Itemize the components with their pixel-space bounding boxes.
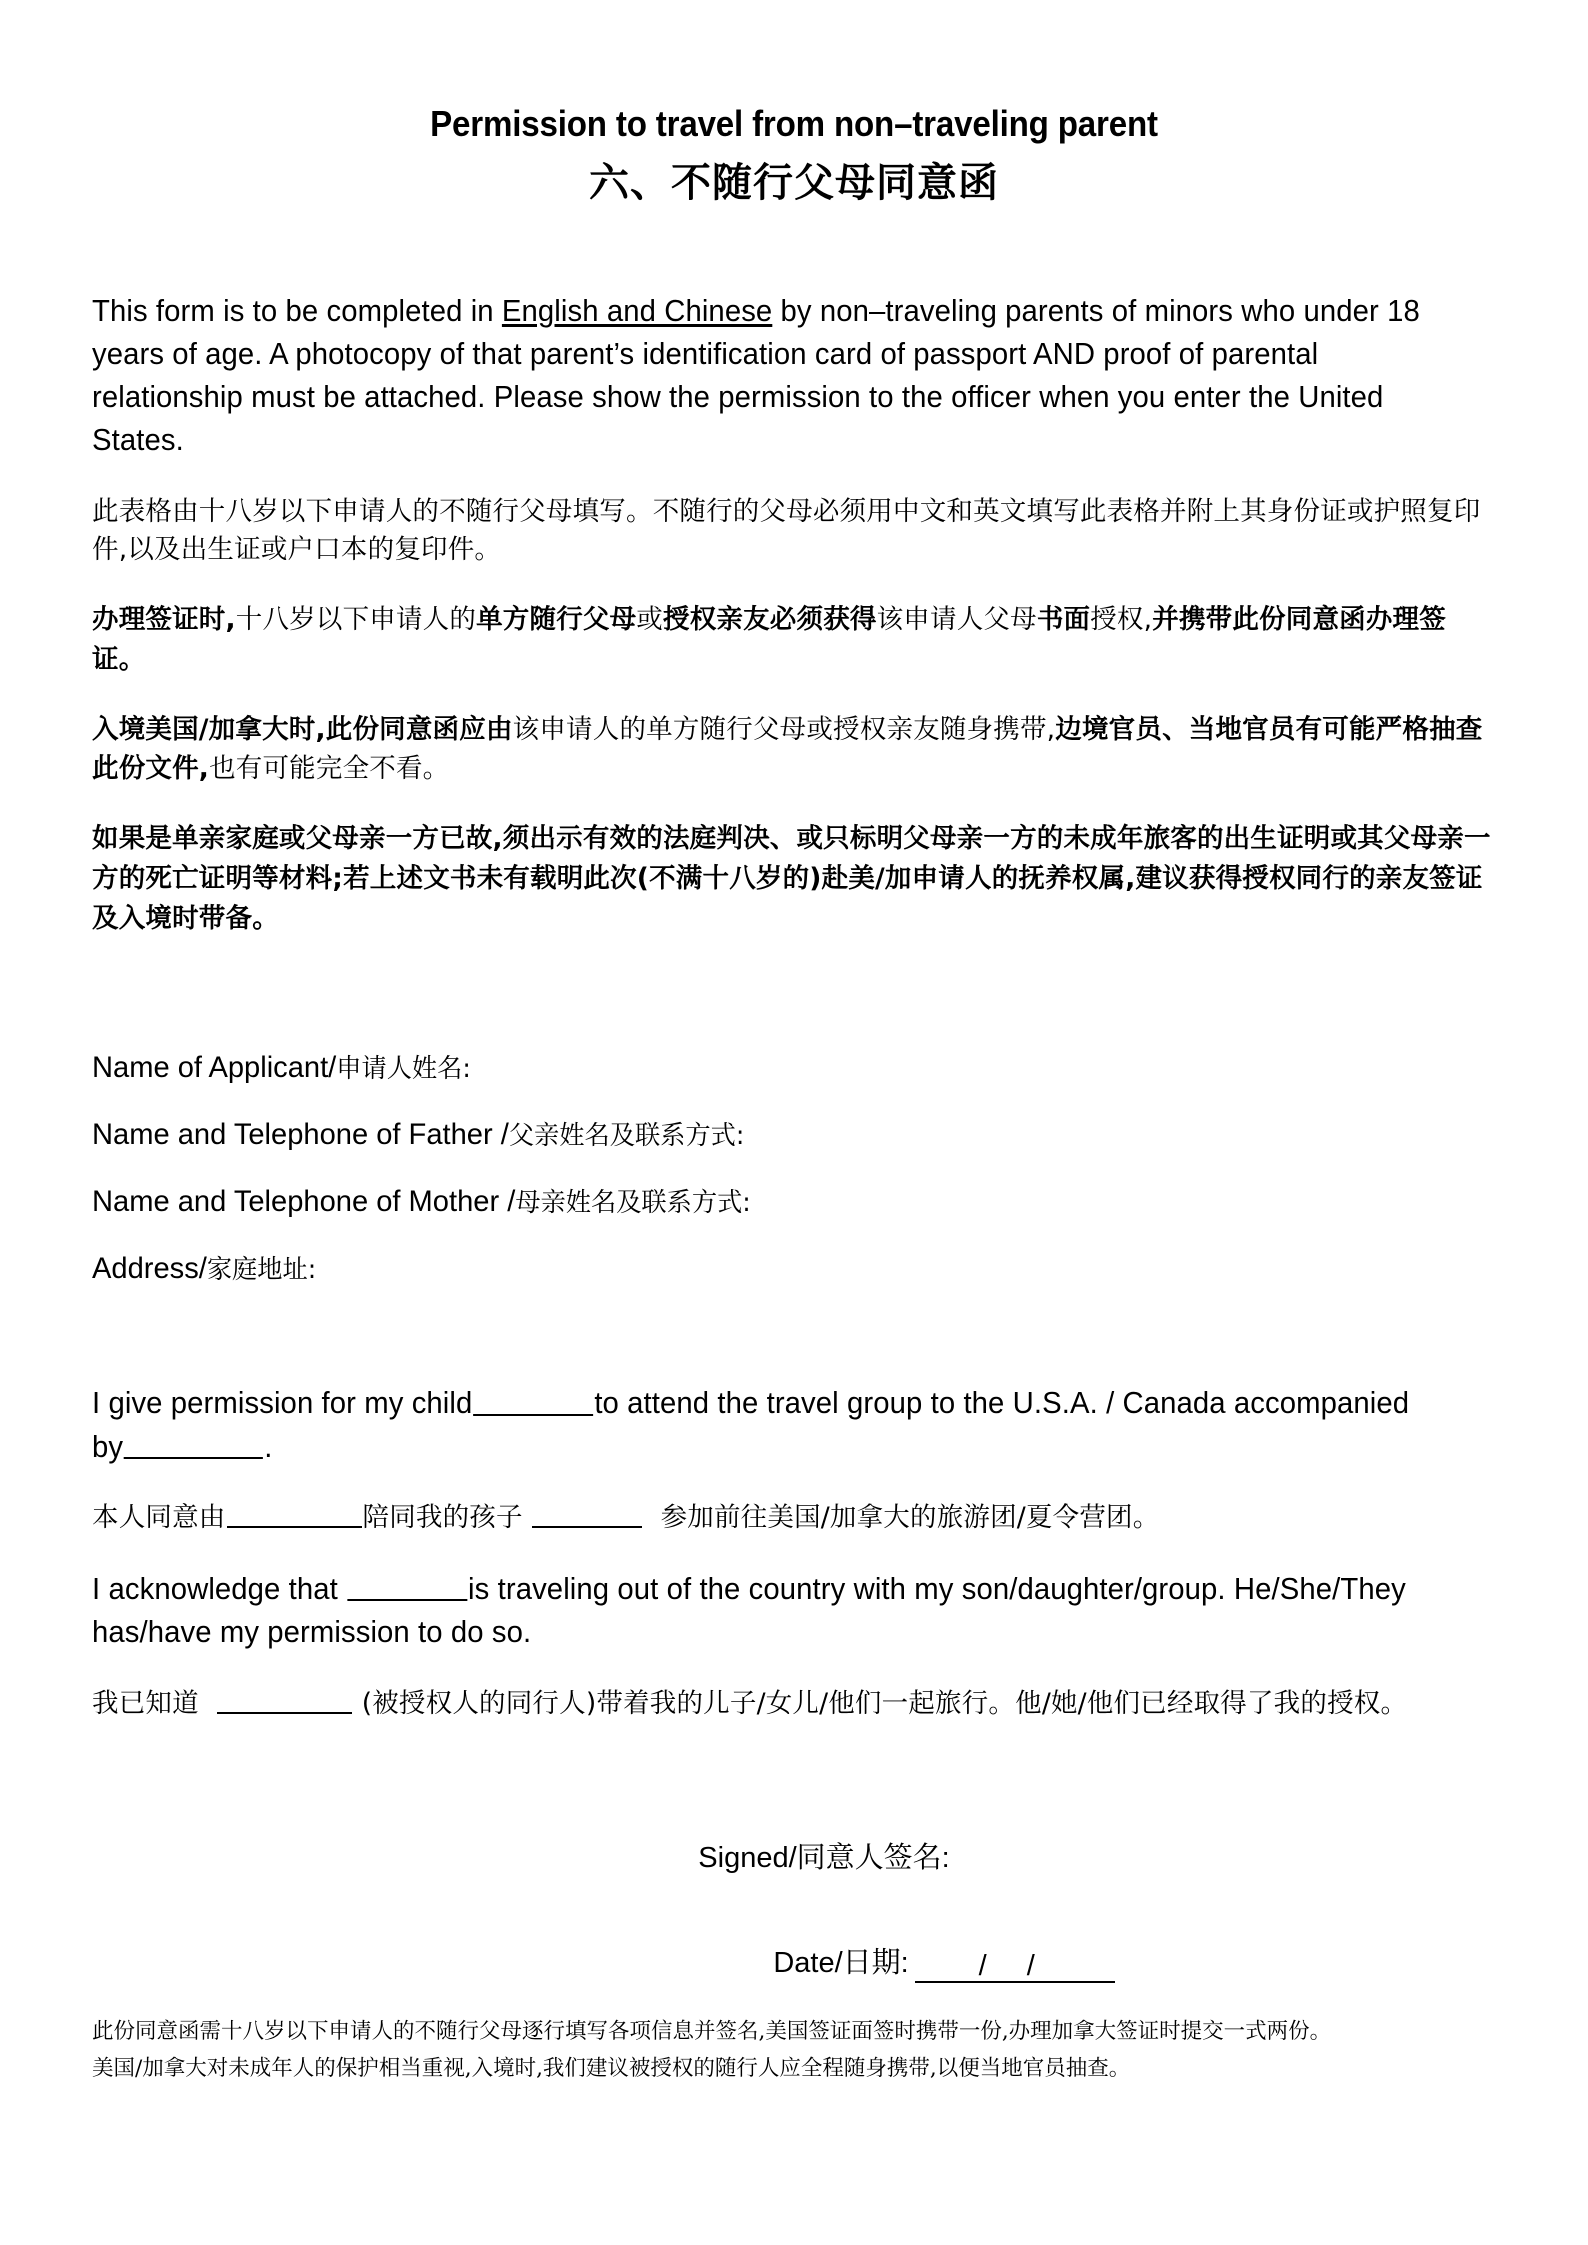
footer-note-line-1: 此份同意函需十八岁以下申请人的不随行父母逐行填写各项信息并签名,美国签证面签时携带一份,办理加拿大签证时提交一式两份。 [92,2018,1332,2044]
date-input-blank[interactable]: / / [915,1950,1115,1982]
field-mother-en: Name and Telephone of Mother / [92,1185,516,1219]
permission-blank-child-cn[interactable] [532,1499,642,1528]
permission-statement-chinese [92,1499,1496,1538]
field-applicant-name [92,1050,1454,1086]
page-title-chinese: 六、不随行父母同意函 [589,159,999,206]
acknowledge-cn-part1: 我已知道 [92,1687,199,1719]
notice-paragraph-3: 如果是单亲家庭或父母亲一方已故,须出示有效的法庭判决、或只标明父母亲一方的未成年旅客的出生证明或其父母亲一方的死亡证明等材料;若上述文书未有载明此次(不满十八岁的)赴美/加申请人的抚养权属,建议获得授权同行的亲友签证及入境时带备。 [92,823,1491,934]
date-label: Date/日期: [773,1947,909,1980]
field-father-cn: 父亲姓名及联系方式: [508,1121,745,1152]
acknowledge-cn-part2: (被授权人的同行人)带着我的儿子/女儿/他们一起旅行。他/她/他们已经取得了我的授权。 [361,1687,1408,1719]
permission-blank-escort-cn[interactable] [227,1499,362,1528]
acknowledge-blank-traveler[interactable] [347,1568,467,1601]
intro-paragraph-english [92,290,1440,463]
permission-cn-part3: 参加前往美国/加拿大的旅游团/夏令营团。 [660,1502,1160,1534]
notice2-seg5: 也有可能完全不看。 [209,753,450,785]
field-address-cn: 家庭地址: [206,1255,317,1286]
field-mother-name-phone [92,1184,1454,1220]
notice1-seg1: 办理签证时, [92,604,236,636]
permission-blank-accompanied-by[interactable] [124,1426,263,1459]
permission-en-part2: to attend the travel group to the U.S.A. / Canada accompanied by [92,1386,1410,1464]
notice1-seg3: 单方随行父母 [476,604,637,636]
document-body [92,206,1496,2088]
field-father-en: Name and Telephone of Father / [92,1118,509,1152]
page-title-english: Permission to travel from non–traveling parent [430,103,1158,144]
notice-paragraph-2 [92,710,1496,790]
spacer [92,479,1496,493]
field-address-en: Address/ [92,1252,207,1286]
spacer [92,1671,1496,1685]
field-applicant-name-cn: 申请人姓名: [336,1054,471,1085]
spacer [92,1554,1496,1568]
notice2-seg3: 该申请人的单方随行父母或授权亲友随身携带, [512,713,1056,745]
signature-label: Signed/同意人签名: [698,1842,950,1875]
permission-cn-part2: 陪同我的孩子 [362,1502,523,1534]
permission-statement-english [92,1382,1440,1469]
spacer [92,1876,1496,1940]
permission-blank-child[interactable] [473,1382,593,1415]
notice1-seg5: 授权亲友必须获得 [663,604,877,636]
notice1-seg6: 该申请人父母 [876,604,1037,636]
notice2-seg2: 此份同意函应由 [325,713,513,745]
spacer [92,1739,1496,1835]
intro-english-underlined: English and Chinese [501,293,773,328]
date-row [92,1940,1496,1982]
spacer [92,586,1496,600]
permission-en-part1: I give permission for my child [92,1386,473,1421]
field-father-name-phone [92,1117,1454,1153]
field-mother-cn: 母亲姓名及联系方式: [515,1188,751,1219]
notice2-seg1: 入境美国/加拿大时, [92,713,326,745]
acknowledge-statement-english [92,1568,1440,1655]
spacer [92,1983,1496,2013]
notice1-seg8: 授权, [1090,604,1153,636]
spacer [92,696,1496,710]
notice-paragraph-1 [92,600,1496,680]
acknowledge-en-part2: is traveling out of the country with my son/daughter/group. He/She/They has/have my permission to do so. [92,1572,1406,1650]
spacer [92,1485,1496,1499]
spacer [92,954,1496,1050]
field-address [92,1251,1454,1287]
intro-english-part1: This form is to be completed in [92,293,502,328]
spacer [92,805,1496,819]
notice1-seg2: 十八岁以下申请人的 [235,604,477,636]
permission-cn-part1: 本人同意由 [92,1502,226,1534]
notice1-seg7: 书面 [1036,604,1091,636]
field-applicant-name-en: Name of Applicant/ [92,1051,337,1085]
intro-paragraph-chinese: 此表格由十八岁以下申请人的不随行父母填写。不随行的父母必须用中文和英文填写此表格并附上其身份证或护照复印件,以及出生证或户口本的复印件。 [92,495,1481,566]
acknowledge-blank-traveler-cn[interactable] [217,1685,352,1714]
acknowledge-en-part1: I acknowledge that [92,1572,338,1607]
spacer [92,1318,1496,1382]
acknowledge-statement-chinese [92,1685,1496,1724]
notice1-seg9: 并携带此份同意函办理签证。 [92,604,1446,675]
notice2-seg4: 边境官员、当地官员有可能严格抽查此份文件, [92,713,1483,785]
intro-english-part2: by non–traveling parents of minors who under 18 years of age. A photocopy of that parent’s identification card of passport AND proof of parental relationship must be attached. Please show the permission to the officer when you enter the United States. [92,293,1420,458]
footer-note-line-2: 美国/加拿大对未成年人的保护相当重视,入境时,我们建议被授权的随行人应全程随身携带,以便当地官员抽查。 [92,2056,1131,2082]
permission-en-part3: . [264,1429,273,1464]
notice1-seg4: 或 [636,604,663,636]
